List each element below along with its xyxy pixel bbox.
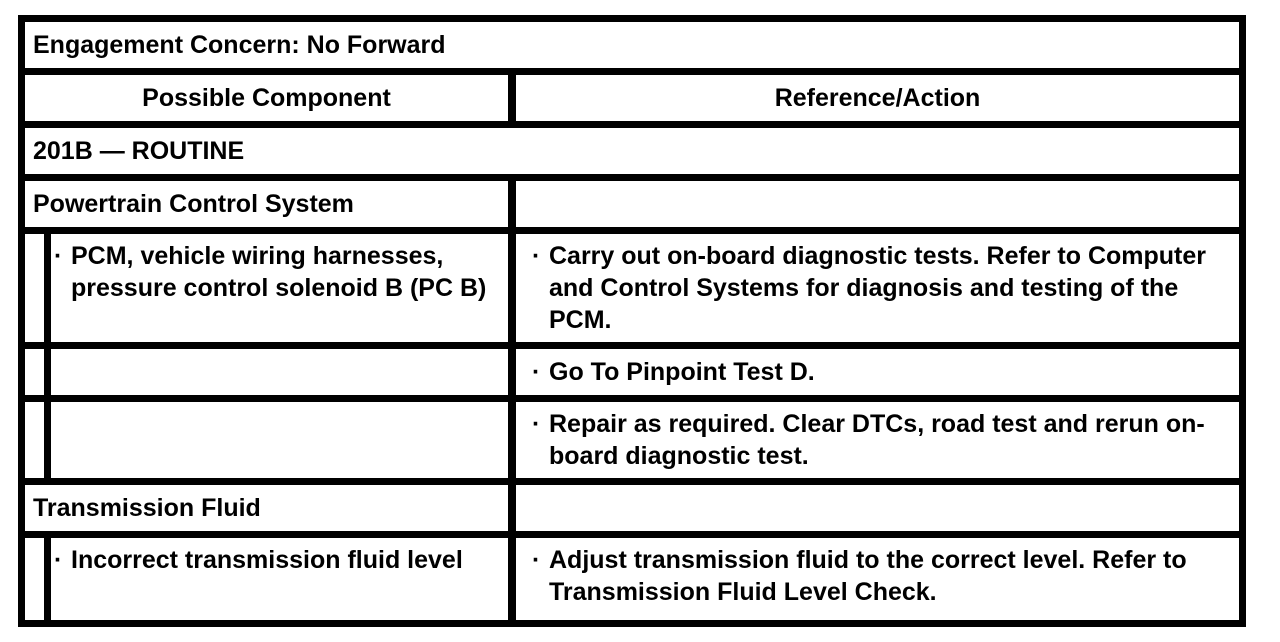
- action-cell: [516, 538, 1239, 620]
- header-reference-action-text: Reference/Action: [774, 84, 981, 112]
- action-text: Go To Pinpoint Test D.: [549, 358, 815, 386]
- bullet: ·: [54, 546, 63, 574]
- table-title-text: Engagement Concern: No Forward: [33, 31, 446, 59]
- group-name-powertrain: [25, 181, 508, 227]
- action-text: Adjust transmission fluid to the correct level. Refer to Transmission Fluid Level Check.: [549, 546, 1187, 606]
- section-title: 201B — ROUTINE: [33, 137, 245, 165]
- concern-table: [18, 15, 1246, 627]
- group-name-text: Transmission Fluid: [33, 494, 261, 522]
- bullet: ·: [532, 546, 541, 574]
- component-cell: [51, 538, 508, 620]
- group-name-transmission-fluid: [25, 485, 508, 531]
- group-action-empty: [516, 181, 1239, 227]
- action-cell: [516, 349, 1239, 395]
- indent-gutter: [25, 538, 44, 620]
- component-text: Incorrect transmission fluid level: [71, 546, 463, 574]
- component-cell: [51, 234, 508, 342]
- header-possible-component-text: Possible Component: [142, 84, 391, 112]
- component-cell-empty: [51, 402, 508, 478]
- group-name-text: Powertrain Control System: [33, 190, 354, 218]
- bullet: ·: [54, 242, 63, 270]
- bullet: ·: [532, 410, 541, 438]
- header-possible-component: [25, 75, 508, 121]
- component-cell-empty: [51, 349, 508, 395]
- action-cell: [516, 402, 1239, 478]
- header-reference-action: [516, 75, 1239, 121]
- indent-gutter: [25, 349, 44, 395]
- component-text: PCM, vehicle wiring harnesses, pressure control solenoid B (PC B): [71, 242, 487, 302]
- indent-gutter: [25, 234, 44, 342]
- group-action-empty: [516, 485, 1239, 531]
- section-row: [25, 128, 1239, 174]
- indent-gutter: [25, 402, 44, 478]
- bullet: ·: [532, 358, 541, 386]
- table-title: [25, 22, 1239, 68]
- action-text: Repair as required. Clear DTCs, road test and rerun on-board diagnostic test.: [549, 410, 1205, 470]
- action-text: Carry out on-board diagnostic tests. Refer to Computer and Control Systems for diagnosis and testing of the PCM.: [549, 242, 1207, 334]
- action-cell: [516, 234, 1239, 342]
- bullet: ·: [532, 242, 541, 270]
